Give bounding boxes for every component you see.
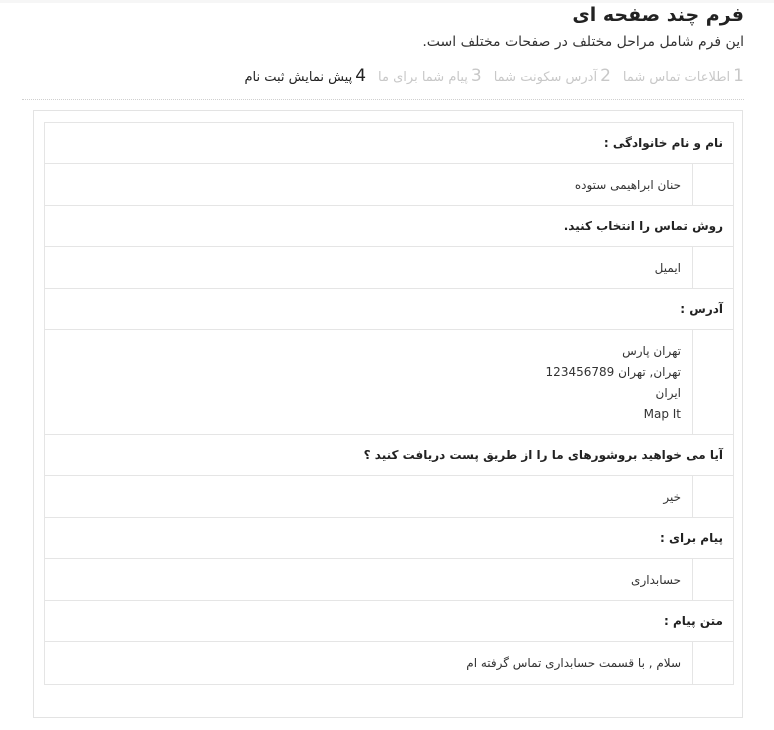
step-1-number: 1 <box>733 66 744 86</box>
address-row <box>45 330 733 435</box>
message-for-value: حسابداری <box>631 573 681 587</box>
step-2-label: آدرس سکونت شما <box>493 70 598 85</box>
message-text-label: متن پیام : <box>45 601 733 642</box>
step-3-number: 3 <box>470 66 482 86</box>
address-line-2: تهران, تهران 123456789 <box>545 365 681 379</box>
preview-panel <box>33 110 743 718</box>
name-value: حنان ابراهیمی ستوده <box>574 178 681 192</box>
message-text-value: سلام , با قسمت حسابداری تماس گرفته ام <box>466 656 681 670</box>
brochure-value: خیر <box>663 490 681 504</box>
message-for-label: پیام برای : <box>45 518 733 559</box>
message-for-row <box>45 559 733 601</box>
step-4-number: 4 <box>355 66 367 86</box>
address-line-3: ایران <box>655 386 681 400</box>
progress-steps <box>22 66 744 94</box>
step-2 <box>494 66 611 86</box>
row-indent <box>692 476 733 517</box>
contact-method-value: ایمیل <box>654 261 681 275</box>
address-value <box>546 330 692 434</box>
brochure-label: آیا می خواهید بروشورهای ما را از طریق پست دریافت کنید ؟ <box>45 435 733 476</box>
contact-method-label: روش تماس را انتخاب کنید. <box>45 206 733 247</box>
name-row <box>45 164 733 206</box>
top-border <box>0 0 774 3</box>
contact-method-row <box>45 247 733 289</box>
address-label: آدرس : <box>45 289 733 330</box>
brochure-row <box>45 476 733 518</box>
name-label: نام و نام خانوادگی : <box>45 123 733 164</box>
row-indent <box>692 247 733 288</box>
step-2-number: 2 <box>600 66 611 86</box>
row-indent <box>692 164 733 205</box>
step-4-label: پیش نمایش ثبت نام <box>244 70 353 85</box>
page-title: فرم چند صفحه ای <box>572 4 744 26</box>
address-line-1: تهران پارس <box>622 344 681 358</box>
step-3-label: پیام شما برای ما <box>378 70 468 85</box>
map-it-link[interactable]: Map It <box>643 407 681 421</box>
row-indent <box>692 642 733 684</box>
row-indent <box>692 330 733 434</box>
step-1 <box>623 66 744 86</box>
step-3 <box>378 66 482 86</box>
step-4 <box>244 66 366 86</box>
preview-table <box>44 122 734 685</box>
form-description: این فرم شامل مراحل مختلف در صفحات مختلف است. <box>422 34 744 50</box>
message-text-row <box>45 642 733 684</box>
step-1-label: اطلاعات تماس شما <box>622 70 731 85</box>
steps-divider <box>22 99 744 100</box>
row-indent <box>692 559 733 600</box>
